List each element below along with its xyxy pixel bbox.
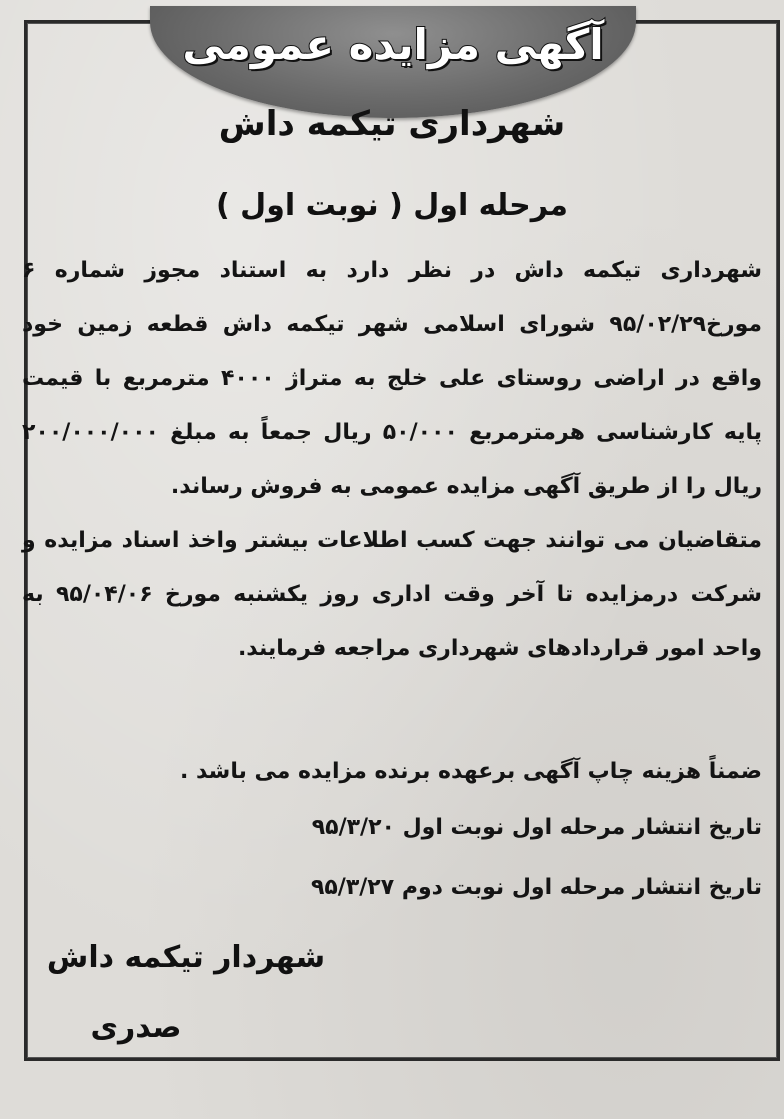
publication-date-first: تاریخ انتشار مرحله اول نوبت اول ۹۵/۳/۲۰: [311, 815, 762, 840]
paragraph-applicants: متقاضیان می توانند جهت کسب اطلاعات بیشتر واخذ اسناد مزایده و شرکت درمزایده تا آخر وقت اداری روز یکشنبه مورخ ۹۵/۰۴/۰۶ به واحد امور قراردادهای شهرداری مراجعه فرمایند.: [22, 528, 763, 661]
municipality-name: شهرداری تیکمه داش: [218, 104, 566, 144]
paragraph-auction-details: شهرداری تیکمه داش در نظر دارد به استناد مجوز شماره ۶ مورخ۹۵/۰۲/۲۹ شورای اسلامی شهر تیکمه داش قطعه زمین خود واقع در اراضی روستای علی خلج به متراژ ۴۰۰۰ مترمربع با قیمت پایه کارشناسی هرمترمربع ۵۰/۰۰۰ ریال جمعاً به مبلغ ۲۰۰/۰۰۰/۰۰۰ ریال را از طریق آگهی مزایده عمومی به فروش رساند.: [22, 258, 763, 499]
notice-body: [22, 244, 762, 676]
signer-name: صدری: [90, 1010, 182, 1045]
cost-note: ضمناً هزینه چاپ آگهی برعهده برنده مزایده می باشد .: [179, 759, 762, 784]
signer-title: شهردار تیکمه داش: [46, 940, 326, 975]
notice-title: آگهی مزایده عمومی: [182, 20, 604, 69]
stage-heading: مرحله اول ( نوبت اول ): [216, 188, 568, 223]
publication-date-second: تاریخ انتشار مرحله اول نوبت دوم ۹۵/۳/۲۷: [310, 875, 762, 900]
